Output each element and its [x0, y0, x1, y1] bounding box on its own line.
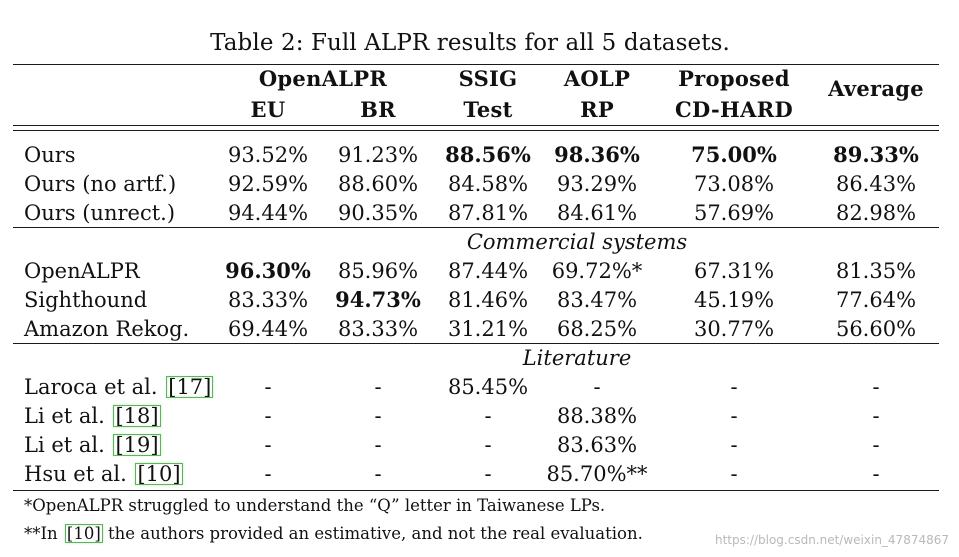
- cell-average: -: [872, 462, 880, 486]
- row-name: Amazon Rekog.: [24, 317, 190, 341]
- row-name: Ours (no artf.): [24, 172, 177, 196]
- top-rule: [13, 64, 939, 65]
- header-ssig-test: Test: [463, 97, 513, 122]
- cell-ssig: 87.81%: [447, 201, 529, 225]
- cell-eu: 94.44%: [227, 201, 309, 225]
- cell-average: 86.43%: [835, 172, 917, 196]
- cell-eu: -: [264, 462, 272, 486]
- header-cd-hard: CD-HARD: [675, 97, 793, 122]
- header-average: Average: [828, 76, 924, 101]
- cell-ssig: 87.44%: [447, 259, 529, 283]
- watermark-text: https://blog.csdn.net/weixin_47874867: [714, 533, 949, 547]
- row-name: [24, 461, 183, 487]
- header-rule-1: [13, 125, 939, 126]
- footnote-1: *OpenALPR struggled to understand the “Q” letter in Taiwanese LPs.: [24, 496, 606, 515]
- row-author: Li et al.: [24, 404, 105, 428]
- footnote-2-text: the authors provided an estimative, and not the real evaluation.: [108, 524, 643, 543]
- cell-br: 83.33%: [337, 317, 419, 341]
- cell-br: 94.73%: [335, 287, 421, 312]
- citation-link[interactable]: [10]: [137, 462, 181, 486]
- bottom-rule: [13, 490, 939, 491]
- row-author: Laroca et al.: [24, 375, 158, 399]
- cell-eu: 92.59%: [227, 172, 309, 196]
- cell-br: -: [374, 404, 382, 428]
- cell-cd-hard: -: [730, 404, 738, 428]
- header-aolp-rp: RP: [580, 97, 614, 122]
- cell-cd-hard: 57.69%: [693, 201, 775, 225]
- cell-average: 77.64%: [835, 288, 917, 312]
- citation-link[interactable]: [19]: [115, 433, 159, 457]
- cell-eu: -: [264, 375, 272, 399]
- cell-aolp: 83.47%: [556, 288, 638, 312]
- citation-link[interactable]: [18]: [115, 404, 159, 428]
- cell-aolp: 68.25%: [556, 317, 638, 341]
- cell-eu: -: [264, 404, 272, 428]
- row-author: Hsu et al.: [24, 462, 127, 486]
- cell-average: 81.35%: [835, 259, 917, 283]
- footnote-2: [24, 523, 643, 545]
- cell-cd-hard: 75.00%: [691, 142, 777, 167]
- cell-br: -: [374, 375, 382, 399]
- cell-aolp: 84.61%: [556, 201, 638, 225]
- cell-aolp: 85.70%**: [546, 462, 648, 486]
- cell-average: 82.98%: [835, 201, 917, 225]
- footnote-2-prefix: **In: [24, 524, 58, 543]
- cell-br: 85.96%: [337, 259, 419, 283]
- cell-average: 89.33%: [833, 142, 919, 167]
- cell-eu: 83.33%: [227, 288, 309, 312]
- cell-eu: 96.30%: [225, 258, 311, 283]
- cell-cd-hard: 45.19%: [693, 288, 775, 312]
- row-name: Ours (unrect.): [24, 201, 176, 225]
- citation-link[interactable]: [17]: [168, 375, 212, 399]
- section-rule-commercial: [13, 227, 939, 228]
- cell-ssig: -: [484, 433, 492, 457]
- row-author: Li et al.: [24, 433, 105, 457]
- cell-cd-hard: -: [730, 433, 738, 457]
- section-literature: Literature: [522, 346, 632, 370]
- cell-ssig: 81.46%: [447, 288, 529, 312]
- cell-br: -: [374, 433, 382, 457]
- cell-average: -: [872, 375, 880, 399]
- row-name: [24, 432, 161, 458]
- cell-ssig: 88.56%: [445, 142, 531, 167]
- cell-average: 56.60%: [835, 317, 917, 341]
- row-name: OpenALPR: [24, 259, 140, 283]
- header-aolp: AOLP: [563, 66, 631, 91]
- cell-aolp: 98.36%: [554, 142, 640, 167]
- cell-eu: 93.52%: [227, 143, 309, 167]
- cell-cd-hard: 67.31%: [693, 259, 775, 283]
- cell-cd-hard: 73.08%: [693, 172, 775, 196]
- header-ssig: SSIG: [458, 66, 518, 91]
- row-name: Sighthound: [24, 288, 148, 312]
- cell-br: 90.35%: [337, 201, 419, 225]
- header-proposed: Proposed: [678, 66, 790, 91]
- cell-ssig: -: [484, 462, 492, 486]
- cell-ssig: 84.58%: [447, 172, 529, 196]
- cell-br: 91.23%: [337, 143, 419, 167]
- row-name: [24, 403, 161, 429]
- cell-ssig: 31.21%: [447, 317, 529, 341]
- cell-eu: -: [264, 433, 272, 457]
- section-rule-literature: [13, 343, 939, 344]
- cell-cd-hard: -: [730, 462, 738, 486]
- cell-br: -: [374, 462, 382, 486]
- cell-aolp: 93.29%: [556, 172, 638, 196]
- cell-aolp: -: [593, 375, 601, 399]
- row-name: Ours: [24, 143, 76, 167]
- cell-cd-hard: -: [730, 375, 738, 399]
- cell-cd-hard: 30.77%: [693, 317, 775, 341]
- header-rule-2: [13, 130, 939, 131]
- header-br: BR: [360, 97, 396, 122]
- cell-br: 88.60%: [337, 172, 419, 196]
- cell-ssig: -: [484, 404, 492, 428]
- citation-link[interactable]: [10]: [66, 524, 101, 543]
- header-eu: EU: [250, 97, 286, 122]
- header-openalpr: OpenALPR: [258, 66, 388, 91]
- cell-ssig: 85.45%: [447, 375, 529, 399]
- cell-aolp: 69.72%*: [551, 259, 643, 283]
- cell-average: -: [872, 433, 880, 457]
- table-caption: Table 2: Full ALPR results for all 5 datasets.: [210, 30, 730, 56]
- row-name: [24, 374, 213, 400]
- section-commercial-systems: Commercial systems: [466, 230, 688, 254]
- cell-aolp: 88.38%: [556, 404, 638, 428]
- cell-average: -: [872, 404, 880, 428]
- cell-aolp: 83.63%: [556, 433, 638, 457]
- cell-eu: 69.44%: [227, 317, 309, 341]
